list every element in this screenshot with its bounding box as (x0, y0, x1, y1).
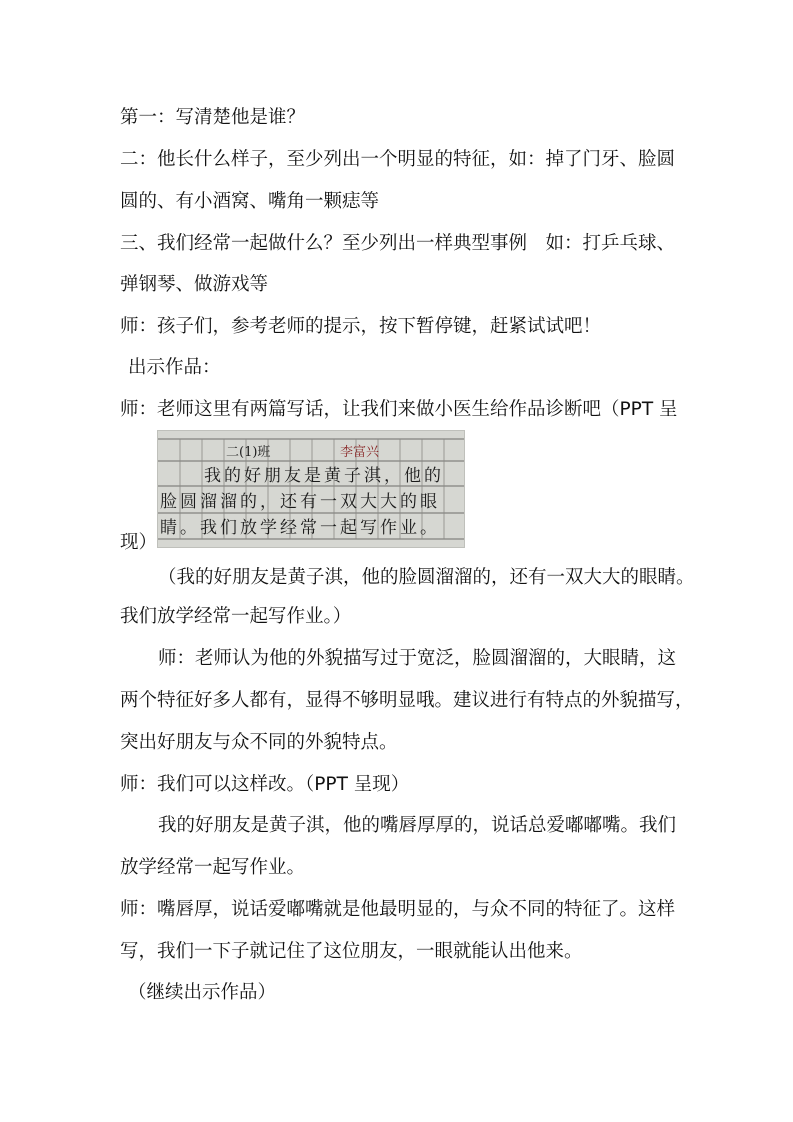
text-line-7: 出示作品： (128, 357, 221, 378)
photo-header-class: 二(1)班 (226, 445, 271, 460)
text-line-10: （我的好朋友是黄子淇，他的脸圆溜溜的，还有一双大大的眼睛。 (158, 567, 695, 588)
text-line-20: （继续出示作品） (128, 982, 277, 1003)
text-line-11: 我们放学经常一起写作业。） (120, 606, 352, 627)
photo-header-name: 李富兴 (340, 445, 380, 460)
text-line-4: 三、我们经常一起做什么？至少列出一样典型事例 如：打乒乓球、 (120, 233, 676, 254)
text-line-16: 我的好朋友是黄子淇，他的嘴唇厚厚的，说话总爱嘟嘟嘴。我们 (158, 815, 677, 836)
text-line-2: 二：他长什么样子，至少列出一个明显的特征，如：掉了门牙、脸圆 (120, 149, 676, 170)
photo-row-1: 我的好朋友是黄子淇，他的 (204, 466, 444, 486)
text-line-8: 师：老师这里有两篇写话，让我们来做小医生给作品诊断吧（PPT 呈 (120, 399, 678, 420)
text-line-6: 师：孩子们，参考老师的提示，按下暂停键，赶紧试试吧！ (120, 316, 602, 337)
text-line-12: 师：老师认为他的外貌描写过于宽泛，脸圆溜溜的，大眼睛，这 (158, 648, 677, 669)
photo-row-3: 睛。我们放学经常一起写作业。 (160, 518, 440, 538)
text-line-13: 两个特征好多人都有，显得不够明显哦。建议进行有特点的外貌描写， (120, 690, 694, 711)
text-line-5: 弹钢琴、做游戏等 (120, 274, 269, 295)
handwriting-sample-image (157, 430, 465, 548)
text-line-18: 师：嘴唇厚，说话爱嘟嘴就是他最明显的，与众不同的特征了。这样 (120, 899, 676, 920)
text-line-1: 第一：写清楚他是谁？ (120, 107, 306, 128)
text-line-9: 现） (120, 532, 158, 553)
text-line-15: 师：我们可以这样改。（PPT 呈现） (120, 774, 410, 795)
text-line-14: 突出好朋友与众不同的外貌特点。 (120, 732, 398, 753)
photo-row-2: 脸圆溜溜的，还有一双大大的眼 (160, 492, 440, 512)
text-line-17: 放学经常一起写作业。 (120, 857, 306, 878)
text-line-3: 圆的、有小酒窝、嘴角一颗痣等 (120, 191, 380, 212)
text-line-19: 写，我们一下子就记住了这位朋友，一眼就能认出他来。 (120, 941, 583, 962)
